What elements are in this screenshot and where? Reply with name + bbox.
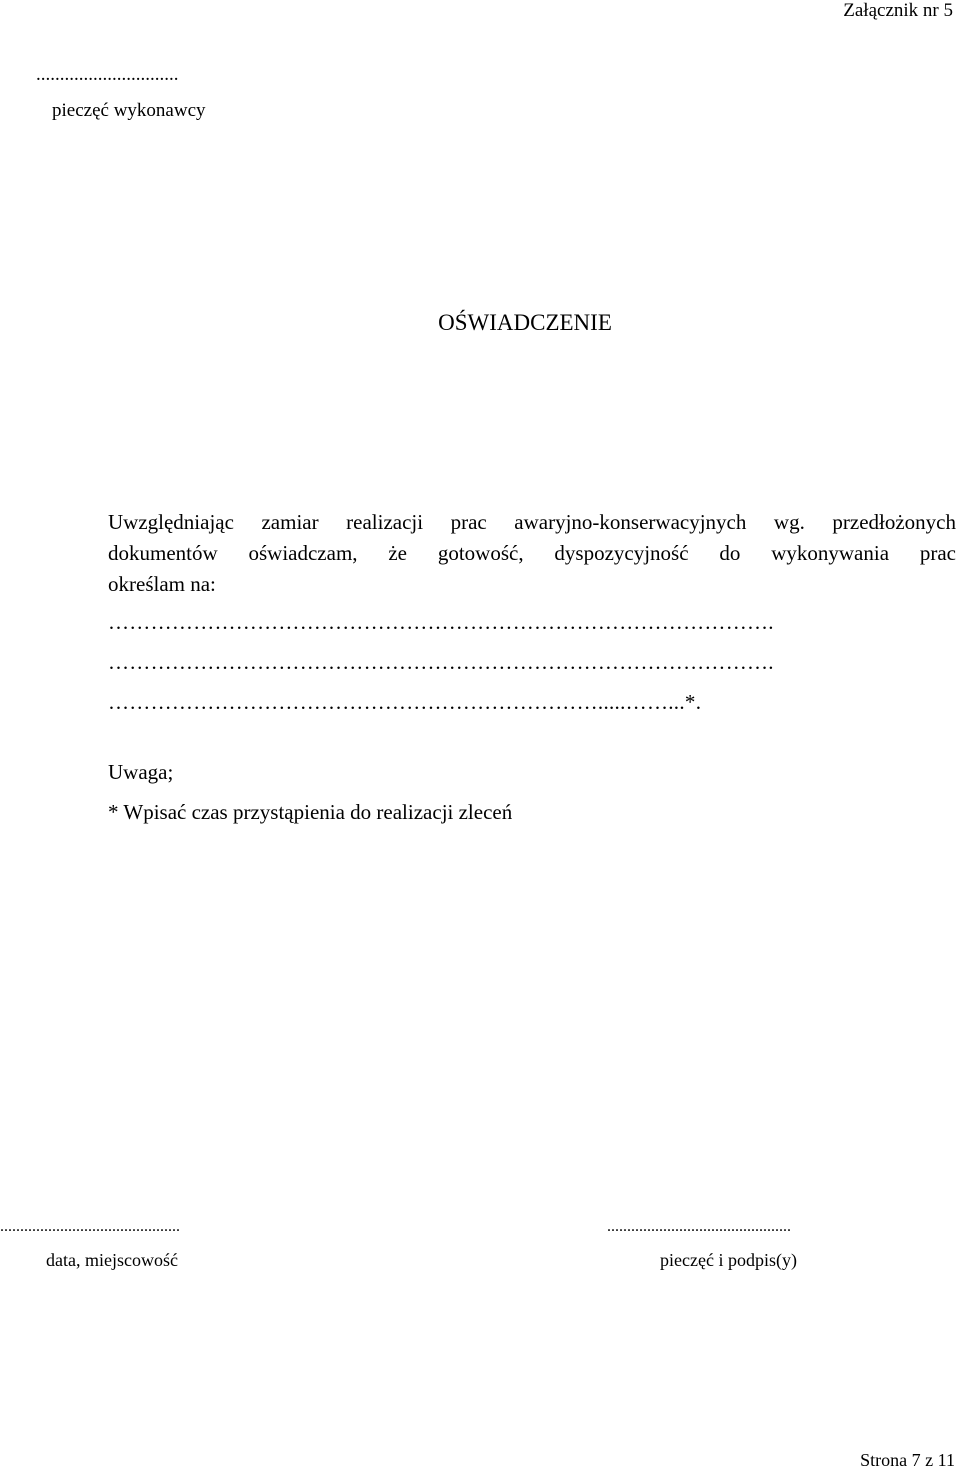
note-title: Uwaga;	[108, 760, 174, 784]
statement-line: Uwzględniając zamiar realizacji prac awaryjno-konserwacyjnych wg. przedłożonych	[108, 510, 956, 534]
date-place-dots: .............................................	[0, 1218, 180, 1235]
attachment-label: Załącznik nr 5	[843, 0, 953, 21]
fill-in-line: ………………………………………………………………………………….	[108, 610, 774, 634]
document-title: OŚWIADCZENIE	[438, 310, 612, 335]
stamp-label: pieczęć wykonawcy	[52, 100, 206, 121]
statement-paragraph	[108, 507, 956, 600]
signature-dots: ..............................................	[607, 1218, 791, 1235]
date-place-label: data, miejscowość	[46, 1250, 178, 1270]
statement-line: dokumentów oświadczam, że gotowość, dyspozycyjność do wykonywania prac	[108, 541, 956, 565]
note-text: * Wpisać czas przystąpienia do realizacji zleceń	[108, 800, 513, 824]
stamp-placeholder-dots: ..............................	[36, 64, 179, 85]
statement-line: określam na:	[108, 572, 216, 596]
page-number: Strona 7 z 11	[860, 1450, 955, 1470]
fill-in-line: ………………………………………………………………………………….	[108, 650, 774, 674]
fill-in-line: …………………………………………………………….....……...*.	[108, 690, 702, 714]
signature-label: pieczęć i podpis(y)	[660, 1250, 797, 1270]
